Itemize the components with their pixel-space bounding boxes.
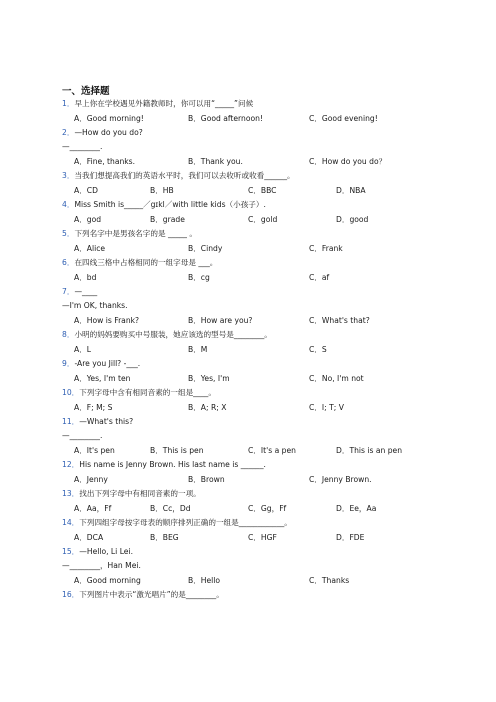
question-text: 下列字母中含有相同音素的一组是____。 [79, 388, 216, 397]
option-a[interactable]: A．Fine, thanks. [74, 157, 136, 166]
question-text: -Are you Jill? -___. [74, 359, 141, 368]
question-text: —____ [74, 287, 98, 296]
question-text: 下列四组字母按字母表的顺序排列正确的一组是____________。 [79, 518, 292, 527]
question-text: 下列名字中是男孩名字的是 _____ 。 [74, 229, 197, 238]
question-text: 早上你在学校遇见外籍教师时，你可以用“_____”问候 [74, 99, 254, 108]
option-b[interactable]: B．Brown [188, 475, 225, 484]
question-7-answer-line: —I'm OK, thanks. [62, 301, 128, 310]
question-5-options [62, 242, 492, 255]
option-c[interactable]: C．What's that? [309, 316, 370, 325]
option-a[interactable]: A．Good morning [74, 576, 141, 585]
option-a[interactable]: A．Aa，Ff [74, 504, 112, 513]
option-b[interactable]: B．BEG [150, 533, 179, 542]
option-a[interactable]: A．bd [74, 273, 97, 282]
question-16 [62, 588, 224, 601]
option-a[interactable]: A．Jenny [74, 475, 108, 484]
question-3 [62, 169, 295, 182]
option-c[interactable]: C．Thanks [309, 576, 350, 585]
question-number: 15． [62, 547, 80, 556]
option-b[interactable]: B．Hello [188, 576, 221, 585]
question-7 [62, 285, 97, 298]
question-12-options [62, 473, 492, 486]
question-11 [62, 415, 133, 428]
question-text: 小明的妈妈要购买中号服装，她应该选的型号是________。 [74, 330, 272, 339]
option-a[interactable]: A．Good morning! [74, 114, 144, 123]
question-number: 4． [62, 200, 75, 209]
option-c[interactable]: C．BBC [248, 186, 277, 195]
option-b[interactable]: B．Thank you. [188, 157, 243, 166]
option-b[interactable]: B．How are you? [188, 316, 253, 325]
question-number: 3． [62, 171, 75, 180]
question-3-options [62, 184, 492, 197]
question-text: 找出下列字母中有相同音素的一项。 [79, 489, 201, 498]
question-text: Miss Smith is_____／gɪkl／with little kids（小孩子）. [74, 200, 266, 209]
question-4-options [62, 213, 492, 226]
question-number: 1． [62, 99, 75, 108]
option-c[interactable]: C．Jenny Brown. [309, 475, 372, 484]
option-c[interactable]: C．Gg，Ff [248, 504, 287, 513]
question-number: 2． [62, 128, 75, 137]
question-number: 14． [62, 518, 80, 527]
option-a[interactable]: A．How is Frank? [74, 316, 140, 325]
question-15 [62, 545, 133, 558]
question-number: 12． [62, 460, 80, 469]
question-5 [62, 227, 197, 240]
question-6-options [62, 271, 492, 284]
question-14-options [62, 531, 492, 544]
question-11-options [62, 444, 492, 457]
question-2-answer-line: —________. [62, 142, 103, 151]
option-a[interactable]: A．Alice [74, 244, 106, 253]
question-number: 9． [62, 359, 75, 368]
question-text: —How do you do? [74, 128, 143, 137]
option-d[interactable]: D．Ee，Aa [336, 504, 377, 513]
question-number: 13． [62, 489, 80, 498]
question-15-answer-line: —________，Han Mei. [62, 561, 141, 570]
section-title: 一、选择题 [62, 86, 110, 97]
option-c[interactable]: C．I; T; V [309, 403, 344, 412]
option-b[interactable]: B．Good afternoon! [188, 114, 264, 123]
question-9 [62, 357, 140, 370]
question-15-options [62, 574, 492, 587]
question-14 [62, 516, 292, 529]
option-a[interactable]: A．DCA [74, 533, 104, 542]
option-b[interactable]: B．M [188, 345, 208, 354]
option-a[interactable]: A．L [74, 345, 92, 354]
question-number: 7． [62, 287, 75, 296]
question-number: 5． [62, 229, 75, 238]
option-b[interactable]: B．Cc，Dd [150, 504, 191, 513]
question-10 [62, 386, 216, 399]
option-c[interactable]: C．No, I'm not [309, 374, 364, 383]
option-d[interactable]: D．NBA [336, 186, 366, 195]
option-c[interactable]: C．It's a pen [248, 446, 296, 455]
question-7-options [62, 314, 492, 327]
option-b[interactable]: B．Yes, I'm [188, 374, 230, 383]
question-11-answer-line: —________. [62, 431, 103, 440]
option-d[interactable]: D．This is an pen [336, 446, 403, 455]
option-c[interactable]: C．af [309, 273, 330, 282]
option-b[interactable]: B．cg [188, 273, 210, 282]
option-c[interactable]: C．S [309, 345, 327, 354]
question-12 [62, 458, 266, 471]
question-8 [62, 328, 272, 341]
option-a[interactable]: A．It's pen [74, 446, 115, 455]
option-c[interactable]: C．HGF [248, 533, 277, 542]
question-number: 8． [62, 330, 75, 339]
question-text: 当我们想提高我们的英语水平时，我们可以去收听或收看______。 [74, 171, 295, 180]
question-number: 6． [62, 258, 75, 267]
option-a[interactable]: A．Yes, I'm ten [74, 374, 131, 383]
question-2 [62, 126, 143, 139]
question-13-options [62, 502, 492, 515]
question-9-options [62, 372, 492, 385]
question-number: 11． [62, 417, 80, 426]
option-d[interactable]: D．good [336, 215, 369, 224]
option-b[interactable]: B．grade [150, 215, 185, 224]
option-d[interactable]: D．FDE [336, 533, 365, 542]
option-b[interactable]: B．Cindy [188, 244, 223, 253]
question-6 [62, 256, 217, 269]
question-text: His name is Jenny Brown. His last name is ______. [79, 460, 266, 469]
option-c[interactable]: C．Good evening! [309, 114, 378, 123]
option-c[interactable]: C．gold [248, 215, 278, 224]
question-8-options [62, 343, 492, 356]
option-a[interactable]: A．F; M; S [74, 403, 113, 412]
question-4 [62, 198, 266, 211]
question-2-options [62, 155, 492, 168]
question-text: 在四线三格中占格相同的一组字母是 ___。 [74, 258, 218, 267]
option-a[interactable]: A．CD [74, 186, 98, 195]
option-b[interactable]: B．This is pen [150, 446, 204, 455]
question-number: 10． [62, 388, 80, 397]
option-c[interactable]: C．Frank [309, 244, 343, 253]
question-text: 下列图片中表示“激光唱片”的是________。 [79, 590, 224, 599]
question-text: —What's this? [79, 417, 134, 426]
question-1-options [62, 112, 492, 125]
question-13 [62, 487, 201, 500]
question-10-options [62, 401, 492, 414]
option-b[interactable]: B．HB [150, 186, 174, 195]
question-1 [62, 97, 253, 110]
option-b[interactable]: B．A; R; X [188, 403, 227, 412]
question-number: 16． [62, 590, 80, 599]
question-text: —Hello, Li Lei. [79, 547, 133, 556]
option-c[interactable]: C．How do you do？ [309, 157, 387, 166]
option-a[interactable]: A．god [74, 215, 102, 224]
